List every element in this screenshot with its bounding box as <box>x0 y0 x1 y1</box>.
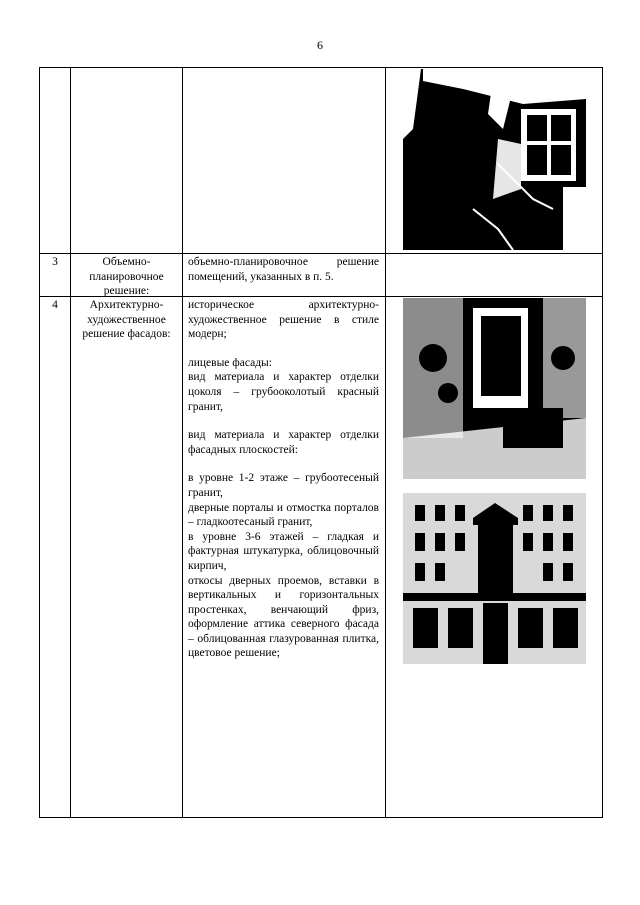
desc-plinth-material: вид материала и характер отделки цоколя – грубооколотый красный гранит, <box>188 371 379 413</box>
table-border-top <box>39 67 603 68</box>
row-3-desc-text: объемно-планировочное решение помещений, указанных в п. 5. <box>188 256 379 283</box>
row-3-description <box>188 255 379 284</box>
row-3-name-line: планировочное <box>89 270 164 283</box>
row-4-name-line: решение фасадов: <box>82 328 171 341</box>
photo-courtyard-window <box>403 69 586 250</box>
row-3-name <box>71 255 182 299</box>
row-3-number: 3 <box>52 256 58 268</box>
row-3-name-line: Объемно- <box>102 256 151 268</box>
table-border-left <box>39 67 40 818</box>
row-4-description <box>188 298 379 661</box>
row-divider-1 <box>39 253 603 254</box>
row-3-name-line: решение: <box>103 285 150 298</box>
table-border-right <box>602 67 603 818</box>
desc-door-openings: откосы дверных проемов, вставки в вертикальных и горизонтальных простенках, венчающий фриз, оформление аттика северного фасада – облицованная глазурованная плитка, цветовое решение; <box>188 574 379 660</box>
desc-style: историческое архитектурно-художественное решение в стиле модерн; <box>188 299 379 341</box>
table-border-bottom <box>39 817 603 818</box>
desc-door-portals: дверные порталы и отмостка порталов – гладкоотесаный гранит, <box>188 501 379 529</box>
photo-facade-granite <box>403 298 586 479</box>
desc-floors-3-6: в уровне 3-6 этажей – гладкая и фактурная штукатурка, облицовочный кирпич, <box>188 530 379 572</box>
table-col-divider-2 <box>182 67 183 818</box>
desc-floors-1-2: в уровне 1-2 этаже – грубоотесеный гранит, <box>188 472 379 499</box>
page-number: 6 <box>317 38 323 52</box>
row-4-number: 4 <box>52 299 58 311</box>
row-4-name-line: Архитектурно- <box>89 299 164 311</box>
row-4-name <box>71 298 182 342</box>
desc-facade-planes-heading: вид материала и характер отделки фасадных плоскостей: <box>188 429 379 456</box>
photo-facade-building <box>403 493 586 664</box>
table-col-divider-1 <box>70 67 71 818</box>
desc-facades-heading: лицевые фасады: <box>188 356 272 369</box>
table-col-divider-3 <box>385 67 386 818</box>
row-4-name-line: художественное <box>87 313 166 326</box>
